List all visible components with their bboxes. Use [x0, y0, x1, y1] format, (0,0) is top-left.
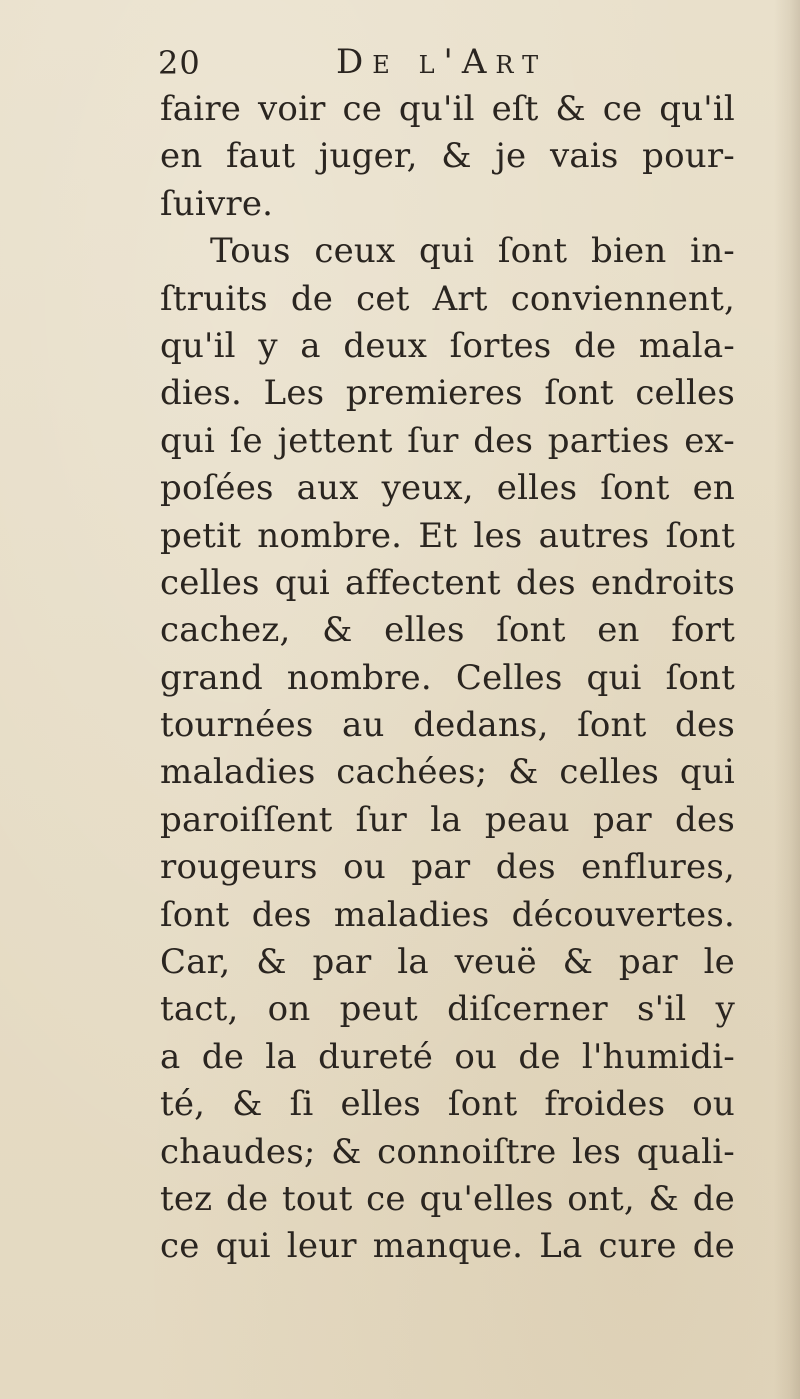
text-line: paroiſſent ſur la peau par des: [160, 799, 735, 840]
text-line: qu'il y a deux ſortes de mala-: [160, 325, 735, 366]
text-line: grand nombre. Celles qui ſont: [160, 657, 735, 698]
text-line: tact, on peut diſcerner s'il y: [160, 989, 735, 1030]
text-line: celles qui affectent des endroits: [160, 562, 735, 603]
text-line: petit nombre. Et les autres ſont: [160, 515, 735, 556]
running-title: De l'Art: [336, 42, 548, 82]
text-line: Tous ceux qui ſont bien in-: [210, 231, 735, 272]
text-line: tez de tout ce qu'elles ont, & de: [160, 1178, 735, 1219]
text-line: ce qui leur manque. La cure de: [160, 1226, 735, 1267]
text-line: maladies cachées; & celles qui: [160, 752, 735, 793]
text-line: ſtruits de cet Art conviennent,: [160, 278, 735, 319]
text-line: a de la dureté ou de l'humidi-: [160, 1036, 735, 1077]
text-line: poſées aux yeux, elles ſont en: [160, 468, 735, 509]
text-line: Car, & par la veuë & par le: [160, 942, 735, 983]
text-line: faire voir ce qu'il eſt & ce qu'il: [160, 89, 735, 129]
text-line: qui ſe jettent ſur des parties ex-: [160, 420, 735, 461]
text-line: ſuivre.: [160, 183, 274, 224]
page-edge-shadow: [774, 0, 800, 1399]
text-line: té, & ſi elles ſont froides ou: [160, 1084, 735, 1125]
text-line: rougeurs ou par des enflures,: [160, 847, 735, 888]
body-text: [160, 86, 735, 1271]
text-line: cachez, & elles ſont en fort: [160, 610, 735, 651]
text-line: tournées au dedans, ſont des: [160, 705, 735, 746]
text-line: ſont des maladies découvertes.: [160, 894, 735, 935]
text-line: en faut juger, & je vais pour-: [160, 136, 735, 177]
text-line: chaudes; & connoiſtre les quali-: [160, 1131, 735, 1172]
running-header: [158, 42, 718, 88]
text-line: dies. Les premieres ſont celles: [160, 373, 735, 414]
page-number: 20: [158, 44, 201, 82]
